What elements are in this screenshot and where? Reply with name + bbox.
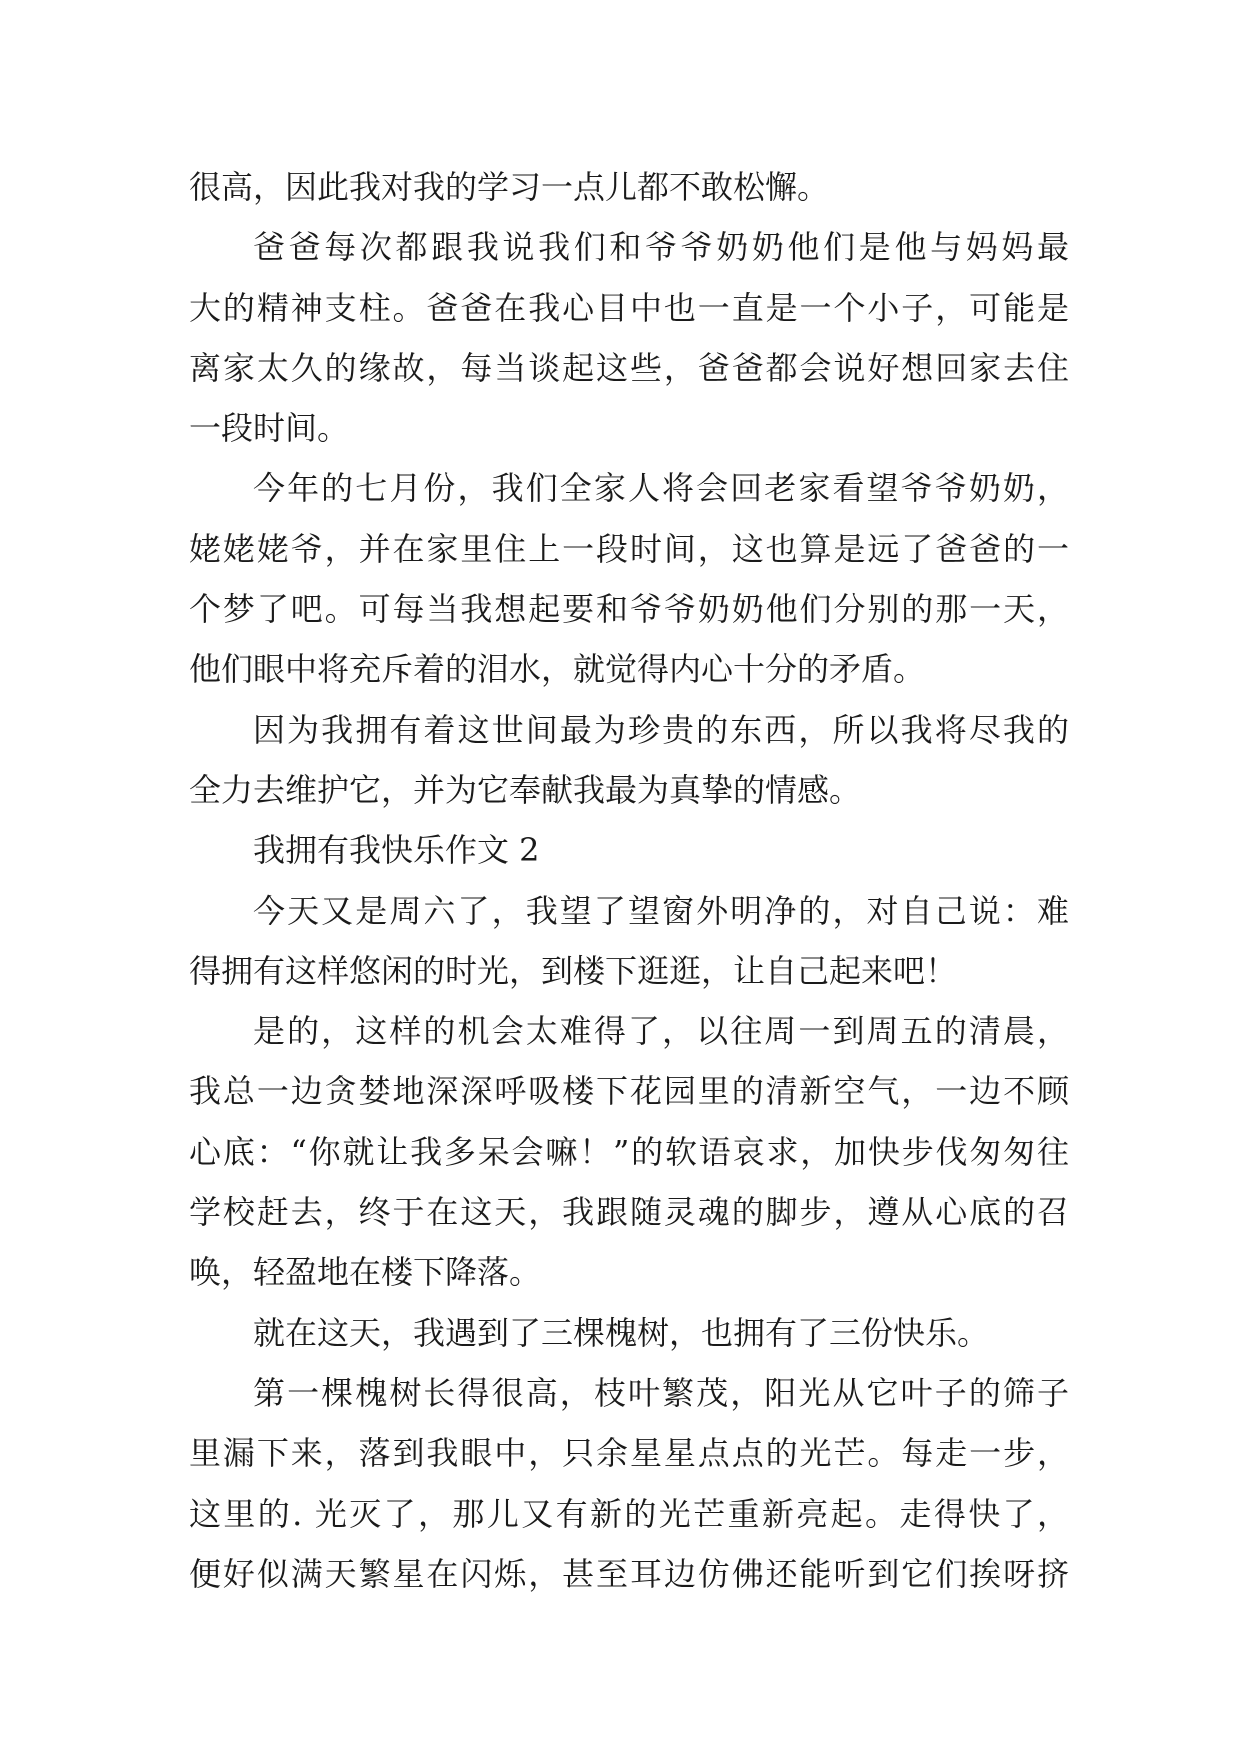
text-line: 个梦了吧。可每当我想起要和爷爷奶奶他们分别的那一天， [189, 590, 1069, 629]
heading-text: 我拥有我快乐作文 2 [253, 831, 540, 870]
text-line: 是的，这样的机会太难得了，以往周一到周五的清晨， [253, 1012, 1069, 1051]
paragraph [189, 1001, 1069, 1302]
text-line: 他们眼中将充斥着的泪水，就觉得内心十分的矛盾。 [189, 650, 926, 689]
essay-text [189, 157, 1069, 1604]
text-line: 这里的. 光灭了，那儿又有新的光芒重新亮起。走得快了， [189, 1494, 1069, 1533]
paragraph [189, 458, 1069, 699]
text-line: 很高，因此我对我的学习一点儿都不敢松懈。 [189, 168, 830, 206]
text-line: 便好似满天繁星在闪烁，甚至耳边仿佛还能听到它们挨呀挤 [189, 1554, 1069, 1593]
paragraph [189, 217, 1069, 458]
text-line: 因为我拥有着这世间最为珍贵的东西，所以我将尽我的 [253, 710, 1069, 749]
text-line: 第一棵槐树长得很高，枝叶繁茂，阳光从它叶子的筛子 [253, 1373, 1069, 1412]
text-line: 唤，轻盈地在楼下降落。 [189, 1253, 542, 1292]
text-line: 今天又是周六了，我望了望窗外明净的，对自己说：难 [253, 891, 1069, 930]
paragraph [189, 700, 1069, 821]
text-line: 得拥有这样悠闲的时光，到楼下逛逛，让自己起来吧！ [189, 951, 958, 990]
text-line: 今年的七月份，我们全家人将会回老家看望爷爷奶奶， [253, 469, 1069, 508]
text-line: 里漏下来，落到我眼中，只余星星点点的光芒。每走一步， [189, 1434, 1069, 1473]
text-line: 全力去维护它，并为它奉献我最为真挚的情感。 [189, 770, 862, 809]
text-line: 姥姥姥爷，并在家里住上一段时间，这也算是远了爸爸的一 [189, 529, 1069, 568]
text-line: 爸爸每次都跟我说我们和爷爷奶奶他们是他与妈妈最 [253, 228, 1069, 267]
text-line: 我总一边贪婪地深深呼吸楼下花园里的清新空气，一边不顾 [189, 1072, 1069, 1111]
text-line: 就在这天，我遇到了三棵槐树，也拥有了三份快乐。 [253, 1313, 990, 1352]
paragraph [189, 881, 1069, 1002]
paragraph [189, 1303, 1069, 1363]
text-line: 离家太久的缘故，每当谈起这些，爸爸都会说好想回家去住 [189, 348, 1069, 387]
text-line: 一段时间。 [189, 409, 350, 448]
paragraph [189, 157, 1069, 217]
text-line: 心底：“你就让我多呆会嘛！”的软语哀求，加快步伐匆匆往 [189, 1132, 1069, 1171]
text-line: 大的精神支柱。爸爸在我心目中也一直是一个小子，可能是 [189, 288, 1069, 327]
paragraph [189, 1363, 1069, 1604]
text-line: 学校赶去，终于在这天，我跟随灵魂的脚步，遵从心底的召 [189, 1193, 1069, 1232]
section-heading [189, 820, 1069, 880]
